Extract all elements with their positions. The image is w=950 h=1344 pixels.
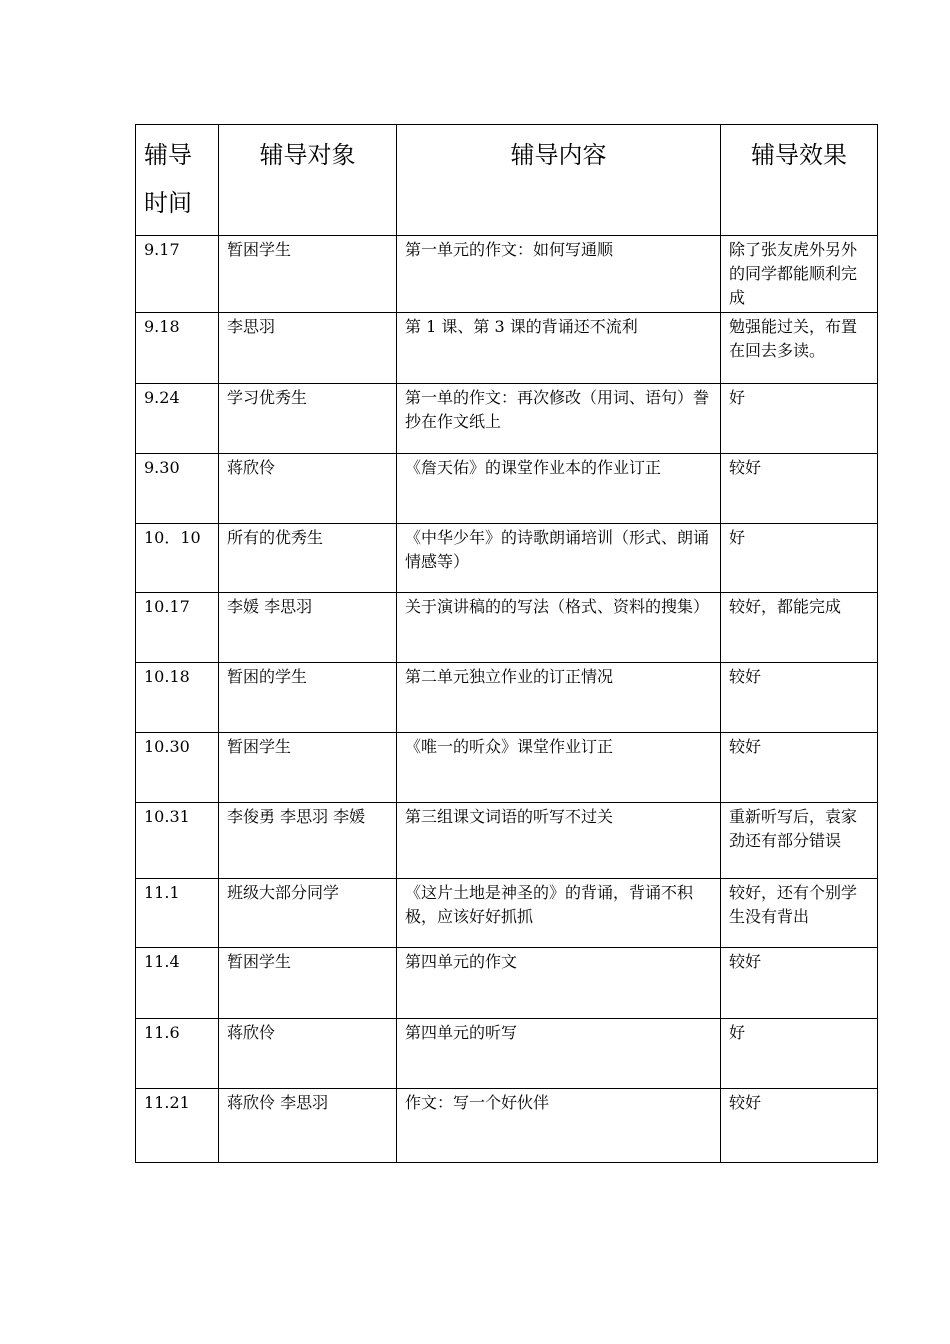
- cell-target: 暂困的学生: [219, 663, 397, 733]
- cell-time: 11.4: [136, 948, 219, 1019]
- cell-effect: 较好: [721, 663, 878, 733]
- cell-content: 第四单元的作文: [397, 948, 721, 1019]
- table-row: [136, 524, 878, 593]
- table-row: [136, 1089, 878, 1163]
- cell-target: 蒋欣伶: [219, 454, 397, 524]
- tutoring-record-table: [135, 124, 878, 1163]
- table-row: [136, 313, 878, 384]
- cell-target: 学习优秀生: [219, 384, 397, 454]
- cell-target: 蒋欣伶 李思羽: [219, 1089, 397, 1163]
- header-effect: 辅导效果: [721, 125, 878, 236]
- cell-content: 《这片土地是神圣的》的背诵，背诵不积极，应该好好抓抓: [397, 879, 721, 948]
- table-header-row: [136, 125, 878, 236]
- cell-time: 9.18: [136, 313, 219, 384]
- cell-time: 10.31: [136, 803, 219, 879]
- cell-content: 第四单元的听写: [397, 1019, 721, 1089]
- cell-content: 第一单元的作文：如何写通顺: [397, 236, 721, 313]
- header-target: 辅导对象: [219, 125, 397, 236]
- cell-time: 9.17: [136, 236, 219, 313]
- table-row: [136, 948, 878, 1019]
- cell-target: 暂困学生: [219, 733, 397, 803]
- cell-content: 作文：写一个好伙伴: [397, 1089, 721, 1163]
- table-row: [136, 803, 878, 879]
- cell-target: 李媛 李思羽: [219, 593, 397, 663]
- cell-time: 9.24: [136, 384, 219, 454]
- cell-effect: 好: [721, 384, 878, 454]
- table-row: [136, 593, 878, 663]
- cell-effect: 较好: [721, 454, 878, 524]
- cell-target: 李思羽: [219, 313, 397, 384]
- cell-target: 李俊勇 李思羽 李媛: [219, 803, 397, 879]
- cell-effect: 较好: [721, 948, 878, 1019]
- cell-effect: 较好: [721, 733, 878, 803]
- cell-effect: 较好: [721, 1089, 878, 1163]
- cell-target: 所有的优秀生: [219, 524, 397, 593]
- cell-target: 暂困学生: [219, 236, 397, 313]
- cell-target: 暂困学生: [219, 948, 397, 1019]
- cell-content: 《唯一的听众》课堂作业订正: [397, 733, 721, 803]
- cell-time: 10．10: [136, 524, 219, 593]
- cell-effect: 勉强能过关，布置在回去多读。: [721, 313, 878, 384]
- table-row: [136, 663, 878, 733]
- table-row: [136, 384, 878, 454]
- cell-target: 蒋欣伶: [219, 1019, 397, 1089]
- table-row: [136, 1019, 878, 1089]
- cell-effect: 好: [721, 524, 878, 593]
- cell-time: 11.6: [136, 1019, 219, 1089]
- cell-time: 9.30: [136, 454, 219, 524]
- cell-content: 《詹天佑》的课堂作业本的作业订正: [397, 454, 721, 524]
- cell-content: 第一单的作文：再次修改（用词、语句）誊抄在作文纸上: [397, 384, 721, 454]
- cell-time: 11.21: [136, 1089, 219, 1163]
- cell-time: 10.17: [136, 593, 219, 663]
- cell-effect: 较好，还有个别学生没有背出: [721, 879, 878, 948]
- cell-content: 《中华少年》的诗歌朗诵培训（形式、朗诵情感等）: [397, 524, 721, 593]
- cell-effect: 较好，都能完成: [721, 593, 878, 663]
- table-row: [136, 236, 878, 313]
- cell-time: 10.30: [136, 733, 219, 803]
- table-row: [136, 454, 878, 524]
- cell-effect: 除了张友虎外另外的同学都能顺利完成: [721, 236, 878, 313]
- table-row: [136, 879, 878, 948]
- cell-effect: 好: [721, 1019, 878, 1089]
- cell-time: 11.1: [136, 879, 219, 948]
- cell-content: 第 1 课、第 3 课的背诵还不流利: [397, 313, 721, 384]
- cell-effect: 重新听写后，袁家劲还有部分错误: [721, 803, 878, 879]
- cell-target: 班级大部分同学: [219, 879, 397, 948]
- cell-content: 第二单元独立作业的订正情况: [397, 663, 721, 733]
- cell-content: 第三组课文词语的听写不过关: [397, 803, 721, 879]
- table-row: [136, 733, 878, 803]
- cell-content: 关于演讲稿的的写法（格式、资料的搜集）: [397, 593, 721, 663]
- header-content: 辅导内容: [397, 125, 721, 236]
- header-time: 辅导时间: [136, 125, 219, 236]
- cell-time: 10.18: [136, 663, 219, 733]
